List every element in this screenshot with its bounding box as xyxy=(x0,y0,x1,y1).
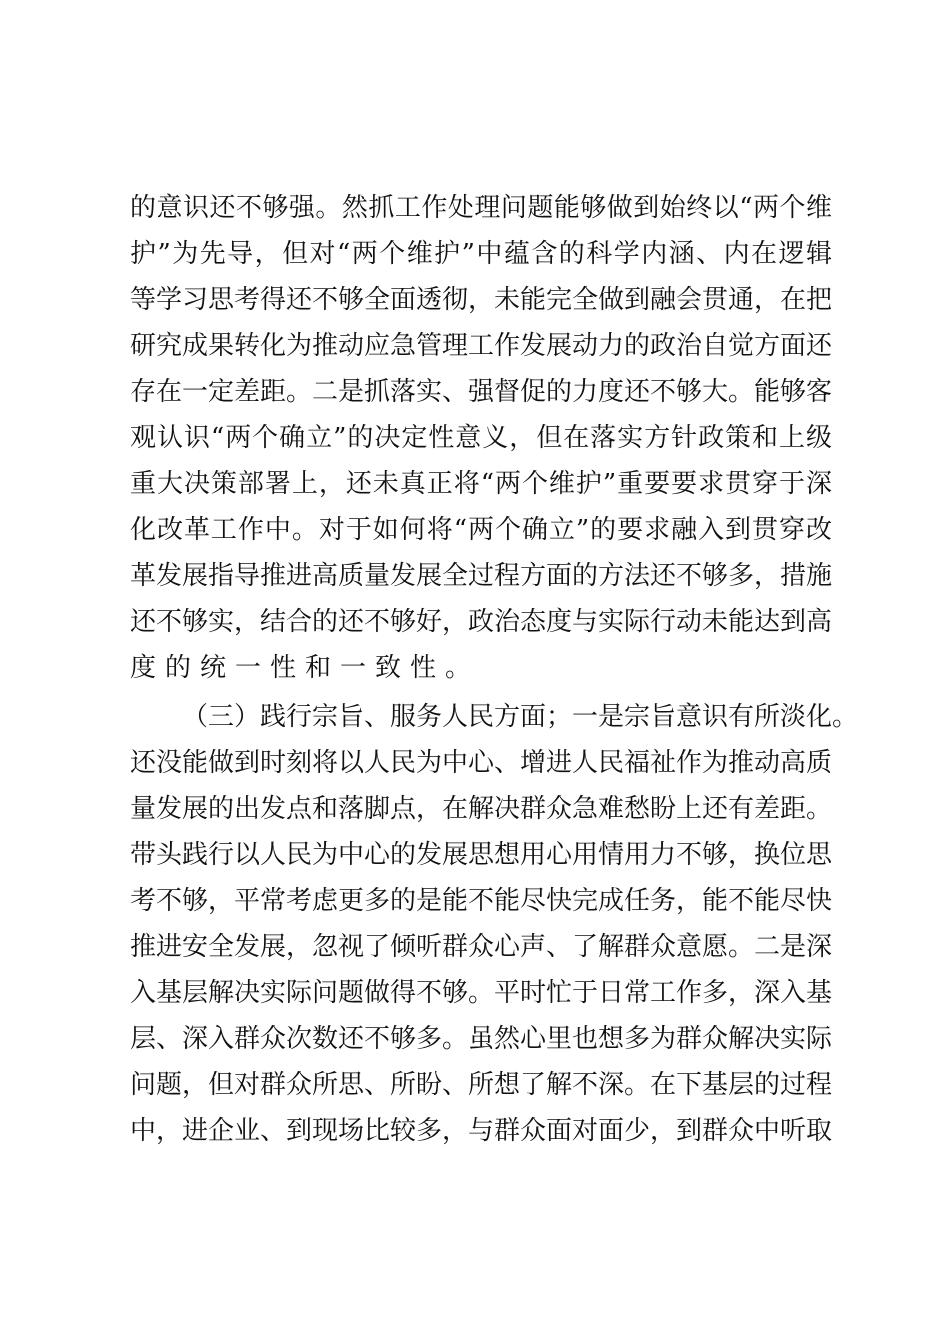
text-line: 还不够实，结合的还不够好，政治态度与实际行动未能达到高 xyxy=(130,607,833,637)
section-heading-line: （三）践行宗旨、服务人民方面；一是宗旨意识有所淡化。 xyxy=(182,702,859,732)
text-line: 等学习思考得还不够全面透彻，未能完全做到融会贯通，在把 xyxy=(130,285,833,315)
text-line: 考不够，平常考虑更多的是能不能尽快完成任务，能不能尽快 xyxy=(130,886,833,916)
paragraph-1 xyxy=(130,185,832,691)
text-line: 观认识“两个确立”的决定性意义，但在落实方针政策和上级 xyxy=(130,423,832,453)
text-line: 化改革工作中。对于如何将“两个确立”的要求融入到贯穿改 xyxy=(130,515,832,545)
text-line: 存在一定差距。二是抓落实、强督促的力度还不够大。能够客 xyxy=(130,377,833,407)
text-line: 入基层解决实际问题做得不够。平时忙于日常工作多，深入基 xyxy=(130,978,833,1008)
text-line: 中，进企业、到现场比较多，与群众面对面少，到群众中听取 xyxy=(130,1116,833,1146)
text-line: 护”为先导，但对“两个维护”中蕴含的科学内涵、内在逻辑 xyxy=(130,239,832,269)
paragraph-2 xyxy=(130,694,859,1154)
text-line: 层、深入群众次数还不够多。虽然心里也想多为群众解决实际 xyxy=(130,1024,833,1054)
text-line: 度的统一性和一致性。 xyxy=(130,653,481,683)
text-line: 革发展指导推进高质量发展全过程方面的方法还不够多，措施 xyxy=(130,561,833,591)
text-line: 量发展的出发点和落脚点，在解决群众急难愁盼上还有差距。 xyxy=(130,794,833,824)
text-line: 还没能做到时刻将以人民为中心、增进人民福祉作为推动高质 xyxy=(130,748,833,778)
text-line: 推进安全发展，忽视了倾听群众心声、了解群众意愿。二是深 xyxy=(130,932,833,962)
text-line: 问题，但对群众所思、所盼、所想了解不深。在下基层的过程 xyxy=(130,1070,833,1100)
text-line: 研究成果转化为推动应急管理工作发展动力的政治自觉方面还 xyxy=(130,331,833,361)
text-line: 带头践行以人民为中心的发展思想用心用情用力不够，换位思 xyxy=(130,840,833,870)
document-page xyxy=(130,185,859,1154)
text-line: 重大决策部署上，还未真正将“两个维护”重要要求贯穿于深 xyxy=(130,469,832,499)
text-line: 的意识还不够强。然抓工作处理问题能够做到始终以“两个维 xyxy=(130,193,832,223)
